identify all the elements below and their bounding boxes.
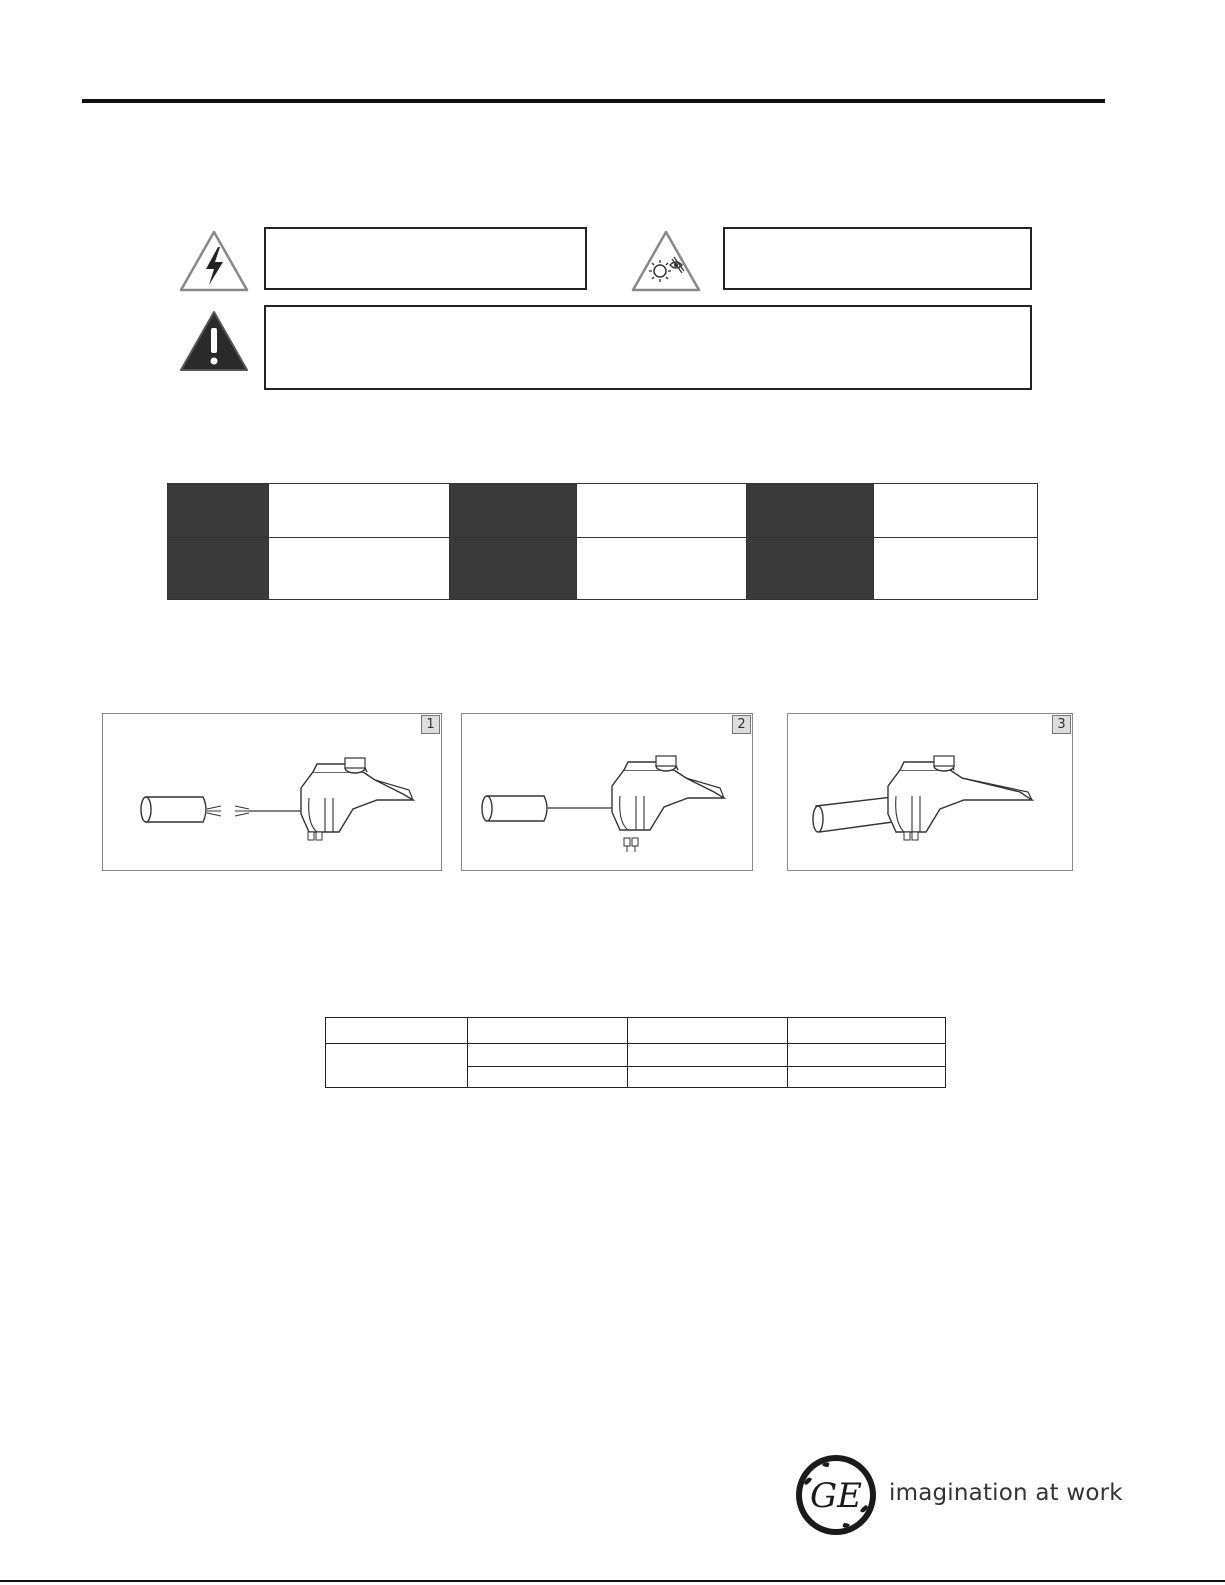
footer-rule: [0, 1580, 1225, 1582]
electric-shock-warning-icon: [178, 229, 250, 298]
size-table-header-cell: [628, 1018, 788, 1044]
fixture-slide-illustration: [462, 714, 754, 872]
spec-label-cell: [168, 484, 269, 538]
spec-value-cell: [269, 538, 450, 600]
general-warning-box: [264, 305, 1032, 390]
figure-number-badge: 3: [1052, 715, 1071, 734]
specification-table: [167, 483, 1038, 600]
electric-shock-warning-box: [264, 227, 587, 290]
fixture-wiring-illustration: [103, 714, 443, 872]
size-table-header-row: [326, 1018, 946, 1044]
spec-value-cell: [874, 484, 1038, 538]
spec-label-cell: [168, 538, 269, 600]
spec-value-cell: [269, 484, 450, 538]
size-table-header-cell: [468, 1018, 628, 1044]
general-warning-icon: [178, 309, 250, 378]
size-table-row: [326, 1044, 946, 1067]
brand-tagline: imagination at work: [889, 1480, 1123, 1506]
spec-label-cell: [747, 538, 874, 600]
ge-logo: [794, 1453, 878, 1542]
size-table-cell: [788, 1044, 946, 1067]
size-table-cell: [468, 1044, 628, 1067]
figure-number-badge: 1: [421, 715, 440, 734]
spec-value-cell: [874, 538, 1038, 600]
size-table-cell: [468, 1067, 628, 1088]
installation-figure-1: [102, 713, 442, 871]
size-table-header-cell: [788, 1018, 946, 1044]
spec-row: [168, 538, 1038, 600]
spec-value-cell: [577, 538, 747, 600]
size-table-merged-cell: [326, 1044, 468, 1088]
fixture-mounted-illustration: [788, 714, 1074, 872]
size-table-cell: [788, 1067, 946, 1088]
ge-logo-monogram: GE: [810, 1476, 862, 1516]
header-rule: [82, 99, 1105, 103]
spec-label-cell: [450, 538, 577, 600]
uv-radiation-warning-box: [723, 227, 1032, 290]
mounting-size-table: [325, 1017, 946, 1088]
uv-radiation-warning-icon: [630, 229, 702, 298]
installation-figure-3: [787, 713, 1073, 871]
size-table-header-cell: [326, 1018, 468, 1044]
size-table-cell: [628, 1044, 788, 1067]
figure-number-badge: 2: [732, 715, 751, 734]
spec-value-cell: [577, 484, 747, 538]
spec-label-cell: [450, 484, 577, 538]
installation-figure-2: [461, 713, 753, 871]
size-table-cell: [628, 1067, 788, 1088]
spec-label-cell: [747, 484, 874, 538]
spec-row: [168, 484, 1038, 538]
